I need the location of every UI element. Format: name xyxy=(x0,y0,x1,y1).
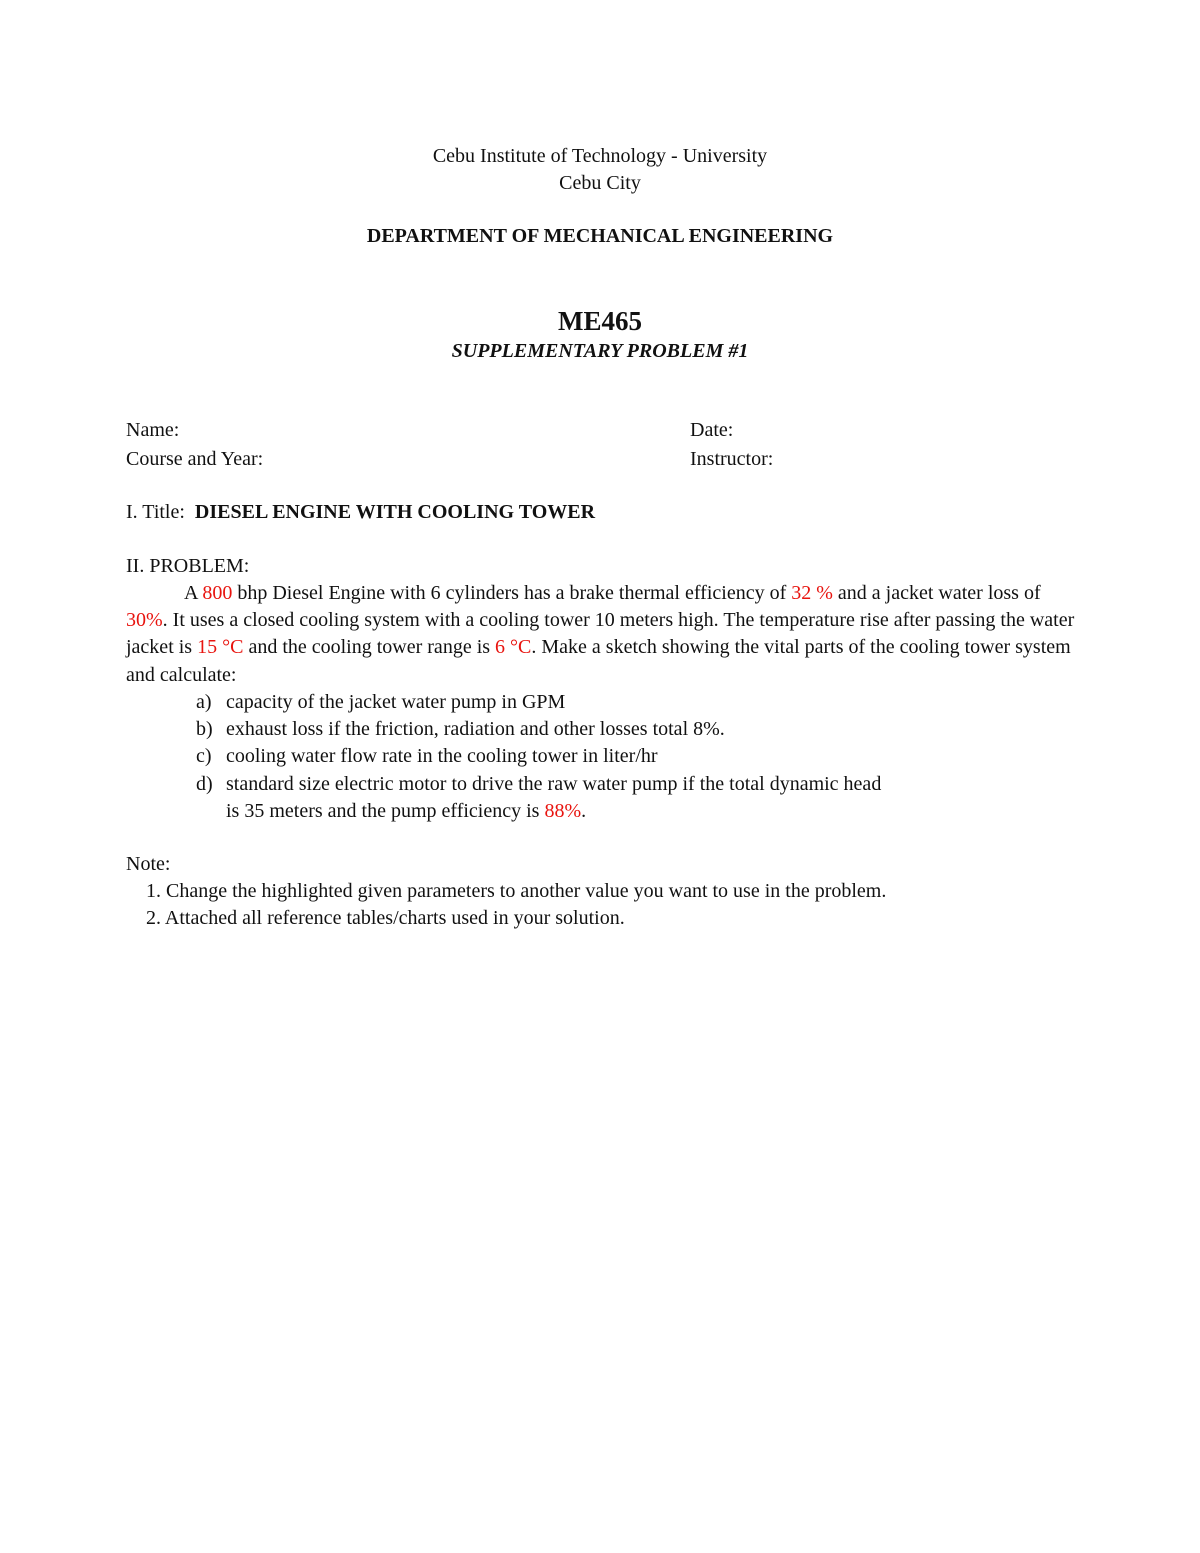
name-field-label: Name: xyxy=(126,419,180,441)
title-prefix: I. Title: xyxy=(126,501,185,523)
problem-statement: A 800 bhp Diesel Engine with 6 cylinders has a brake thermal efficiency of 32 % and a jacket water loss of 30%. It uses a closed cooling system with a cooling tower 10 meters high. The temperature rise after passing the water jacket is 15 °C and the cooling tower range is 6 °C. Make a sketch showing the vital parts of the cooling tower system and calculate: xyxy=(126,582,1075,686)
instructor-field-label: Instructor: xyxy=(690,448,774,470)
highlight-temp-rise: 15 °C xyxy=(197,636,244,659)
list-item: c) cooling water flow rate in the cooling tower in liter/hr xyxy=(196,745,658,768)
department-name: DEPARTMENT OF MECHANICAL ENGINEERING xyxy=(366,225,834,247)
course-year-field-label: Course and Year: xyxy=(126,448,264,470)
note-item: 2. Attached all reference tables/charts used in your solution. xyxy=(146,907,625,930)
title-line xyxy=(126,499,595,525)
institution-city: Cebu City xyxy=(559,172,641,194)
course-code: ME465 xyxy=(558,306,642,336)
highlight-efficiency: 32 % xyxy=(791,582,833,604)
notes-section xyxy=(126,851,886,933)
document-subtitle: SUPPLEMENTARY PROBLEM #1 xyxy=(451,340,749,362)
problem-items-list xyxy=(196,689,881,825)
note-item: 1. Change the highlighted given parameters to another value you want to use in the problem. xyxy=(146,880,887,903)
list-item: a) capacity of the jacket water pump in GPM xyxy=(196,691,566,713)
institution-name: Cebu Institute of Technology - University xyxy=(432,145,768,167)
highlight-jacket-loss: 30% xyxy=(126,609,163,632)
highlight-bhp: 800 xyxy=(202,582,233,604)
highlight-pump-efficiency: 88% xyxy=(544,799,582,822)
title-text: DIESEL ENGINE WITH COOLING TOWER xyxy=(194,501,596,523)
highlight-range: 6 °C xyxy=(495,636,532,659)
problem-heading: II. PROBLEM: xyxy=(126,555,250,577)
list-item: b) exhaust loss if the friction, radiation and other losses total 8%. xyxy=(196,718,725,741)
date-field-label: Date: xyxy=(690,419,734,441)
list-item: d) standard size electric motor to drive the raw water pump if the total dynamic head is 35 meters and the pump efficiency is 88%. xyxy=(196,772,882,822)
notes-heading: Note: xyxy=(126,853,171,875)
